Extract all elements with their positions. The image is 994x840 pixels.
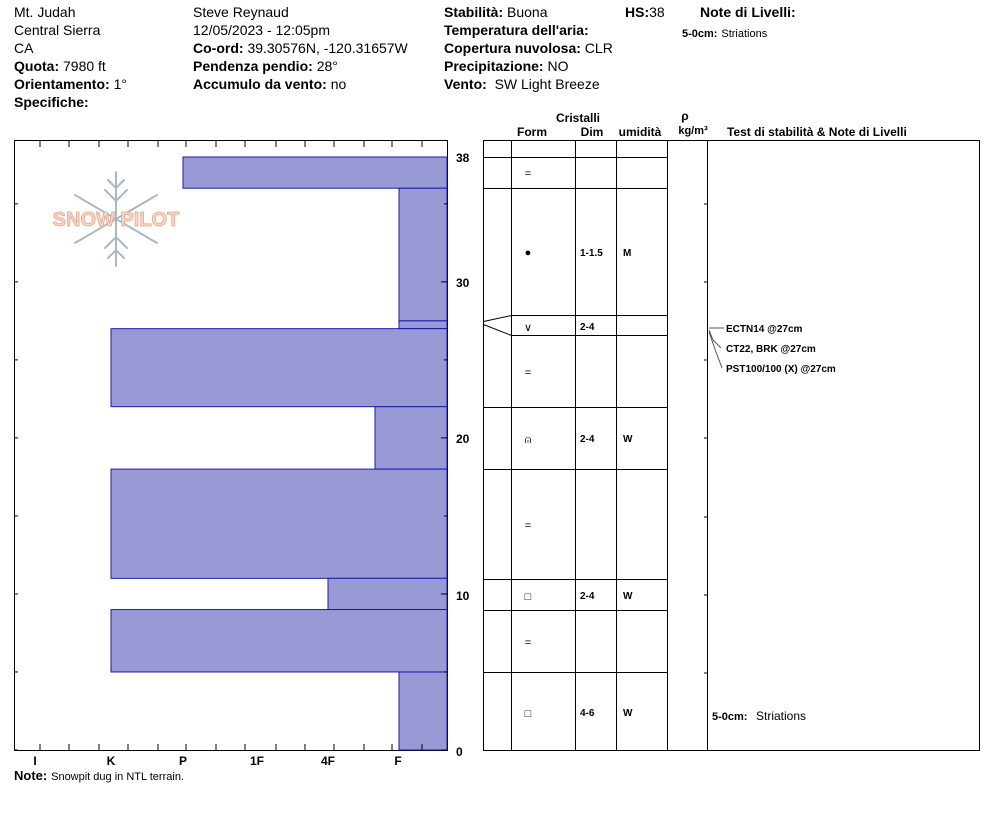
layer-notes-label: Note di Livelli:: [700, 4, 796, 20]
hardness-label-k: K: [106, 754, 116, 768]
hardness-bar: [375, 407, 447, 469]
footer-note: [14, 767, 184, 784]
row-8-moisture: W: [623, 708, 633, 719]
depth-label-10: 10: [456, 589, 470, 603]
specifics-label: Specifiche:: [14, 94, 89, 110]
test-ect: ECTN14 @27cm: [726, 324, 803, 335]
hardness-label-i: I: [33, 754, 37, 768]
row-7-form: =: [524, 637, 532, 649]
row-3-form: =: [524, 367, 532, 379]
crystals-header: Cristalli: [555, 111, 601, 125]
moisture-header: umidità: [618, 125, 662, 139]
row-4-moisture: W: [623, 434, 633, 445]
row-5-form: =: [524, 520, 532, 532]
hardness-bar: [183, 157, 447, 188]
coord-label: Co-ord:: [193, 40, 244, 56]
row-6-moisture: W: [623, 591, 633, 602]
mountain-range: Central Sierra: [14, 22, 101, 38]
tests-header: Test di stabilità & Note di Livelli: [727, 125, 907, 139]
hardness-bar: [111, 610, 447, 672]
aspect-value: 1°: [113, 76, 127, 92]
hardness-bar: [111, 329, 447, 407]
depth-label-30: 30: [456, 276, 470, 290]
dim-header: Dim: [580, 125, 604, 139]
elevation-value: 7980 ft: [63, 58, 106, 74]
row-2-form: ∨: [523, 322, 533, 334]
layer-table-grid: [484, 141, 980, 751]
test-ct: CT22, BRK @27cm: [726, 344, 816, 355]
stability-label: Stabilità:: [444, 4, 504, 20]
wind-label: Vento:: [444, 76, 487, 92]
wind-loading-label: Accumulo da vento:: [193, 76, 327, 92]
hardness-bar: [399, 188, 447, 321]
hardness-chart: [14, 141, 448, 751]
note-label: Note:: [14, 768, 48, 783]
elevation-label: Quota:: [14, 58, 60, 74]
test-pointers: [709, 328, 724, 368]
row-1-moisture: M: [623, 248, 632, 259]
slope-value: 28°: [316, 58, 338, 74]
depth-label-38: 38: [456, 151, 470, 165]
stability-value: Buona: [507, 4, 548, 20]
density-unit: kg/m³: [678, 125, 708, 137]
coord-value: 39.30576N, -120.31657W: [247, 40, 408, 56]
row-2-dim: 2-4: [580, 322, 595, 333]
layer-note-text: Striations: [721, 28, 768, 40]
test-pst: PST100/100 (X) @27cm: [726, 364, 836, 375]
state: CA: [14, 40, 34, 56]
hardness-label-1f: 1F: [249, 754, 265, 768]
location: Mt. Judah: [14, 4, 76, 20]
row-1-dim: 1-1.5: [580, 248, 603, 259]
hardness-bar: [111, 469, 447, 578]
depth-label-20: 20: [456, 432, 470, 446]
bottom-note-depth: 5-0cm:: [712, 711, 748, 723]
hs-label: HS:: [625, 4, 650, 20]
logo-text: SNOW PILOT: [52, 209, 180, 231]
depth-label-0: 0: [456, 745, 463, 759]
precip-label: Precipitazione:: [444, 58, 544, 74]
layer-note-depth: 5-0cm:: [682, 28, 718, 40]
form-header: Form: [517, 125, 547, 139]
observer: Steve Reynaud: [193, 4, 289, 20]
hardness-bar: [399, 672, 447, 750]
wind-loading-value: no: [330, 76, 347, 92]
hardness-label-4f: 4F: [320, 754, 336, 768]
row-8-dim: 4-6: [580, 708, 595, 719]
row-6-dim: 2-4: [580, 591, 595, 602]
row-1-form: ●: [524, 247, 532, 259]
hardness-bar: [328, 578, 447, 609]
wind-value: SW Light Breeze: [494, 76, 600, 92]
cloud-label: Copertura nuvolosa:: [444, 40, 581, 56]
bottom-note-text: Striations: [756, 709, 807, 723]
row-0-form: =: [524, 168, 532, 180]
hardness-bar: [399, 321, 447, 329]
row-4-dim: 2-4: [580, 434, 595, 445]
note-text: Snowpit dug in NTL terrain.: [51, 771, 184, 783]
row-4-form: ⍝: [524, 434, 532, 446]
row-8-form: □: [524, 708, 532, 720]
hs-value: 38: [649, 4, 665, 20]
slope-label: Pendenza pendio:: [193, 58, 313, 74]
aspect-label: Orientamento:: [14, 76, 110, 92]
precip-value: NO: [547, 58, 569, 74]
density-symbol: ρ: [681, 109, 689, 123]
air-temp-label: Temperatura dell'aria:: [444, 22, 589, 38]
cloud-value: CLR: [584, 40, 613, 56]
hardness-label-p: P: [178, 754, 188, 768]
datetime: 12/05/2023 - 12:05pm: [193, 22, 330, 38]
row-6-form: □: [524, 591, 532, 603]
hardness-label-f: F: [394, 754, 402, 768]
